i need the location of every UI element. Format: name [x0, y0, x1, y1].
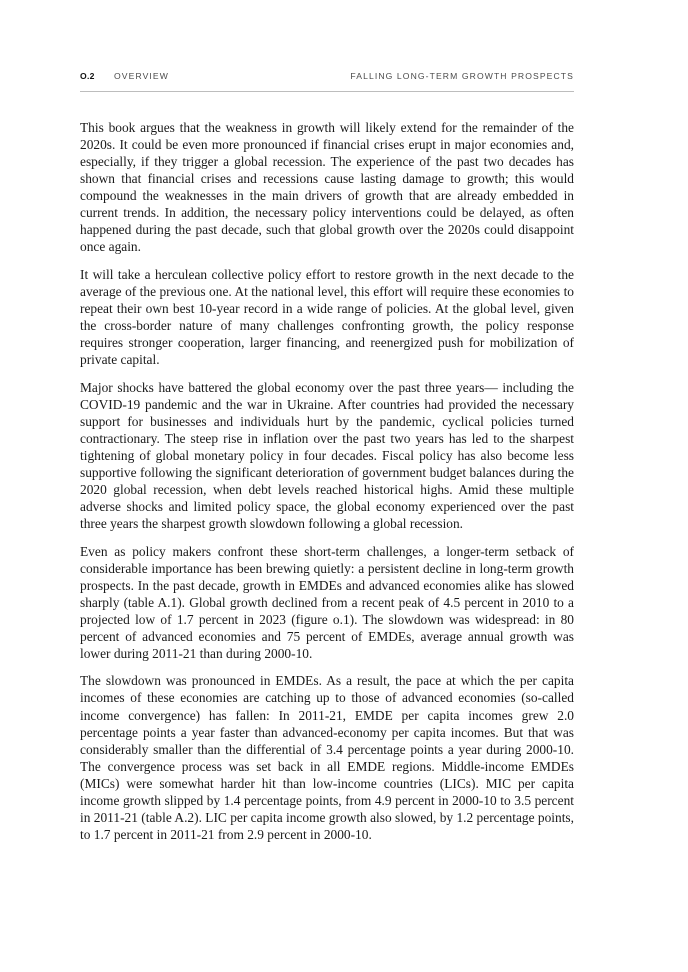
header-divider [80, 91, 574, 92]
section-label: OVERVIEW [114, 71, 169, 81]
body-text [80, 119, 574, 853]
paragraph-2: It will take a herculean collective policy effort to restore growth in the next decade to the average of the previous one. At the national level, this effort will require these economies to repeat their own best 10-year record in a wide range of policies. At the global level, given the cross-border nature of many challenges confronting growth, the policy response requires stronger cooperation, larger financing, and reenergized push for mobilization of private capital. [80, 266, 574, 368]
paragraph-5: The slowdown was pronounced in EMDEs. As a result, the pace at which the per capita incomes of these economies are catching up to those of advanced economies (so-called income convergence) has fallen: In 2011-21, EMDE per capita incomes grew 2.0 percentage points a year faster than advanced-economy per capita incomes. But that was considerably smaller than the differential of 3.4 percentage points a year during 2000-10. The convergence process was set back in all EMDE regions. Middle-income EMDEs (MICs) were somewhat harder hit than low-income countries (LICs). MIC per capita income growth slipped by 1.4 percentage points, from 4.9 percent in 2000-10 to 3.5 percent in 2011-21 (table A.2). LIC per capita income growth also slowed, by 1.2 percentage points, to 1.7 percent in 2011-21 from 2.9 percent in 2000-10. [80, 673, 574, 842]
paragraph-3: Major shocks have battered the global economy over the past three years— including the COVID-19 pandemic and the war in Ukraine. After countries had provided the necessary support for businesses and individuals hurt by the pandemic, cyclical policies turned contractionary. The steep rise in inflation over the past two years has led to the sharpest tightening of global monetary policy in four decades. Fiscal policy has also become less supportive following the significant deterioration of government budget balances during the 2020 global recession, when debt levels reached historical highs. Amid these multiple adverse shocks and limited policy space, the global economy experienced over the past three years the sharpest growth slowdown following a global recession. [80, 379, 574, 532]
running-header [80, 71, 574, 85]
paragraph-1: This book argues that the weakness in growth will likely extend for the remainder of the 2020s. It could be even more pronounced if financial crises erupt in major economies and, especially, if they trigger a global recession. The experience of the past two decades has shown that financial crises and recessions cause lasting damage to growth; this would compound the weaknesses in the main drivers of growth that are already embedded in current trends. In addition, the necessary policy interventions could be delayed, as often happened during the past decade, such that global growth over the 2020s could disappoint once again. [80, 120, 574, 255]
chapter-title: FALLING LONG-TERM GROWTH PROSPECTS [350, 71, 574, 81]
page-number: O.2 [80, 71, 95, 81]
paragraph-4: Even as policy makers confront these short-term challenges, a longer-term setback of considerable importance has been brewing quietly: a persistent decline in long-term growth prospects. In the past decade, growth in EMDEs and advanced economies alike has slowed sharply (table A.1). Global growth declined from a recent peak of 4.5 percent in 2010 to a projected low of 1.7 percent in 2023 (figure o.1). The slowdown was widespread: in 80 percent of advanced economies and 75 percent of EMDEs, average annual growth was lower during 2011-21 than during 2000-10. [80, 543, 574, 661]
document-page [80, 0, 574, 972]
